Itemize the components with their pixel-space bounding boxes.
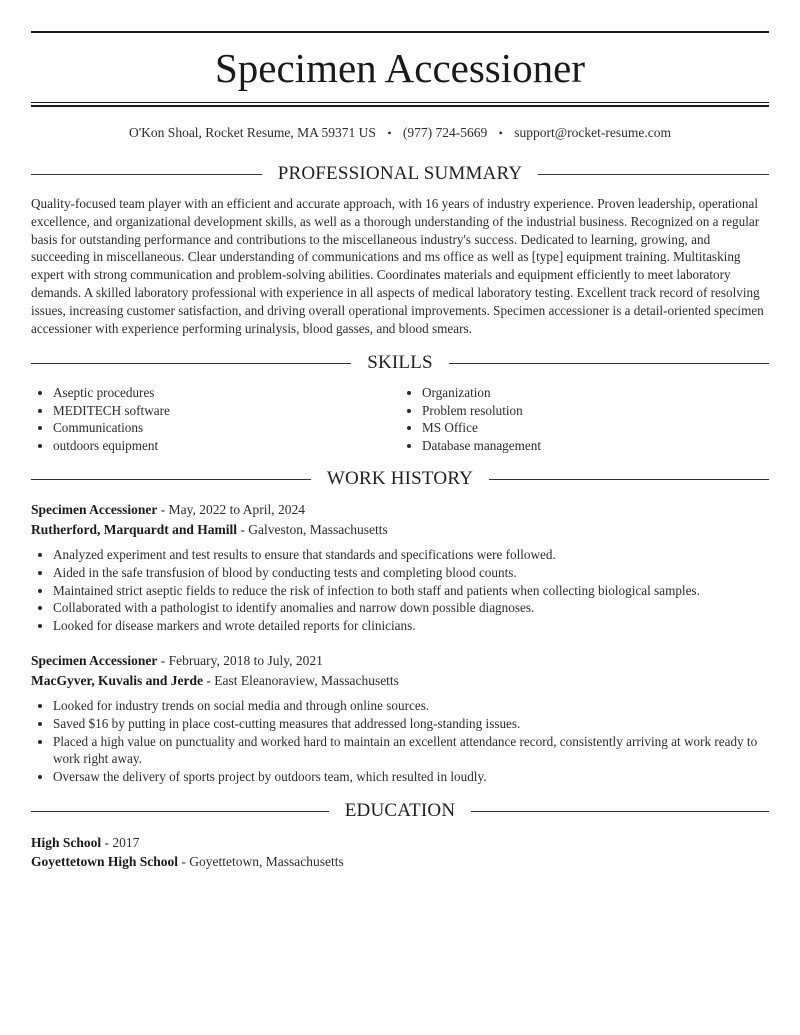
job-title-line [31, 500, 769, 520]
education-location: Goyettetown, Massachusetts [189, 854, 344, 869]
skill-item: • outdoors equipment [53, 437, 400, 455]
job-entry [31, 651, 769, 786]
resume-title: Specimen Accessioner [214, 45, 586, 91]
job-bullet: • Looked for industry trends on social media and through online sources. [53, 697, 769, 715]
skill-item: • Database management [422, 437, 769, 455]
skill-item: • MS Office [422, 419, 769, 437]
contact-address: O'Kon Shoal, Rocket Resume, MA 59371 US [129, 125, 376, 140]
skills-column-right [400, 384, 769, 455]
job-company-line [31, 671, 769, 691]
divider-line [449, 363, 769, 364]
section-title-skills: SKILLS [367, 352, 433, 373]
job-bullet: • Analyzed experiment and test results to ensure that standards and specifications were followed. [53, 546, 769, 564]
job-entry [31, 500, 769, 635]
bullet-separator-icon: • [387, 126, 392, 140]
dash: - [157, 502, 169, 517]
job-bullet: • Aided in the safe transfusion of blood by conducting tests and completing blood counts. [53, 564, 769, 582]
divider-line [471, 811, 769, 812]
job-bullet: • Oversaw the delivery of sports project by outdoors team, which resulted in loudly. [53, 768, 769, 786]
skill-item: • Problem resolution [422, 402, 769, 420]
skills-column-left [31, 384, 400, 455]
education-school-line [31, 852, 769, 871]
divider-line [538, 174, 769, 175]
divider-line [31, 174, 262, 175]
section-header-work [31, 467, 769, 491]
job-location: Galveston, Massachusetts [248, 522, 388, 537]
dash: - [178, 854, 190, 869]
job-role: Specimen Accessioner [31, 653, 158, 668]
job-title-line [31, 651, 769, 671]
divider-line [31, 479, 311, 480]
education-year: 2017 [112, 835, 140, 850]
job-bullet: • Collaborated with a pathologist to identify anomalies and narrow down possible diagnoses. [53, 599, 769, 617]
education-school: Goyettetown High School [31, 854, 178, 869]
job-dates: February, 2018 to July, 2021 [168, 653, 323, 668]
contact-phone: (977) 724-5669 [402, 125, 488, 140]
job-bullet: • Placed a high value on punctuality and worked hard to maintain an excellent attendance record, consistently arriving at work ready to work right away. [53, 733, 769, 769]
summary-paragraph: Quality-focused team player with an efficient and accurate approach, with 16 years of industry experience. Proven leadership, operational excellence, and organizational development skills, as well as a thorough understanding of the industrial business. Recognized on a regular basis for outstanding performance and contributions to the miscellaneous industry's success. Dedicated to learning, growing, and succeeding in miscellaneous. Clear understanding of communications and ms office as well as [type] equipment training. Multitasking expert with strong communication and problem-solving abilities. Coordinates materials and equipment efficiently to meet laboratory demands. A skilled laboratory professional with experience in all aspects of medical laboratory testing. Excellent track record of resolving issues, increasing customer satisfaction, and driving overall operational improvements. Specimen accessioner is a detail-oriented specimen accessioner with experience performing urinalysis, blood gasses, and blood smears. [31, 196, 764, 336]
top-rule [31, 31, 769, 33]
dash: - [157, 653, 169, 668]
dash: - [237, 522, 249, 537]
section-header-skills [31, 351, 769, 375]
contact-email: support@rocket-resume.com [514, 125, 671, 140]
section-title-education: EDUCATION [344, 800, 456, 821]
dash: - [101, 835, 113, 850]
job-bullet: • Maintained strict aseptic fields to reduce the risk of infection to both staff and patients when collecting biological samples. [53, 582, 769, 600]
bullet-separator-icon: • [498, 126, 503, 140]
skill-item: • MEDITECH software [53, 402, 400, 420]
job-bullet: • Saved $16 by putting in place cost-cutting measures that addressed long-standing issues. [53, 715, 769, 733]
job-location: East Eleanoraview, Massachusetts [214, 673, 399, 688]
section-header-summary [31, 162, 769, 186]
section-header-education [31, 799, 769, 823]
dash: - [203, 673, 215, 688]
job-bullet: • Looked for disease markers and wrote detailed reports for clinicians. [53, 617, 769, 635]
divider-line [31, 363, 351, 364]
skill-item: • Organization [422, 384, 769, 402]
job-company: MacGyver, Kuvalis and Jerde [31, 673, 203, 688]
contact-line [31, 124, 769, 142]
title-rule-thin [31, 102, 769, 103]
job-company-line [31, 520, 769, 540]
job-company: Rutherford, Marquardt and Hamill [31, 522, 238, 537]
education-degree: High School [31, 835, 102, 850]
skill-item: • Communications [53, 419, 400, 437]
title-rule-thick [31, 105, 769, 107]
job-bullets [31, 697, 769, 786]
divider-line [489, 479, 769, 480]
job-bullets [31, 546, 769, 635]
skill-item: • Aseptic procedures [53, 384, 400, 402]
skills-list [31, 384, 769, 455]
job-dates: May, 2022 to April, 2024 [168, 502, 305, 517]
section-title-summary: PROFESSIONAL SUMMARY [277, 163, 523, 184]
education-degree-line [31, 833, 769, 852]
section-title-work: WORK HISTORY [326, 468, 474, 489]
education-entry [31, 833, 769, 871]
divider-line [31, 811, 329, 812]
job-role: Specimen Accessioner [31, 502, 158, 517]
